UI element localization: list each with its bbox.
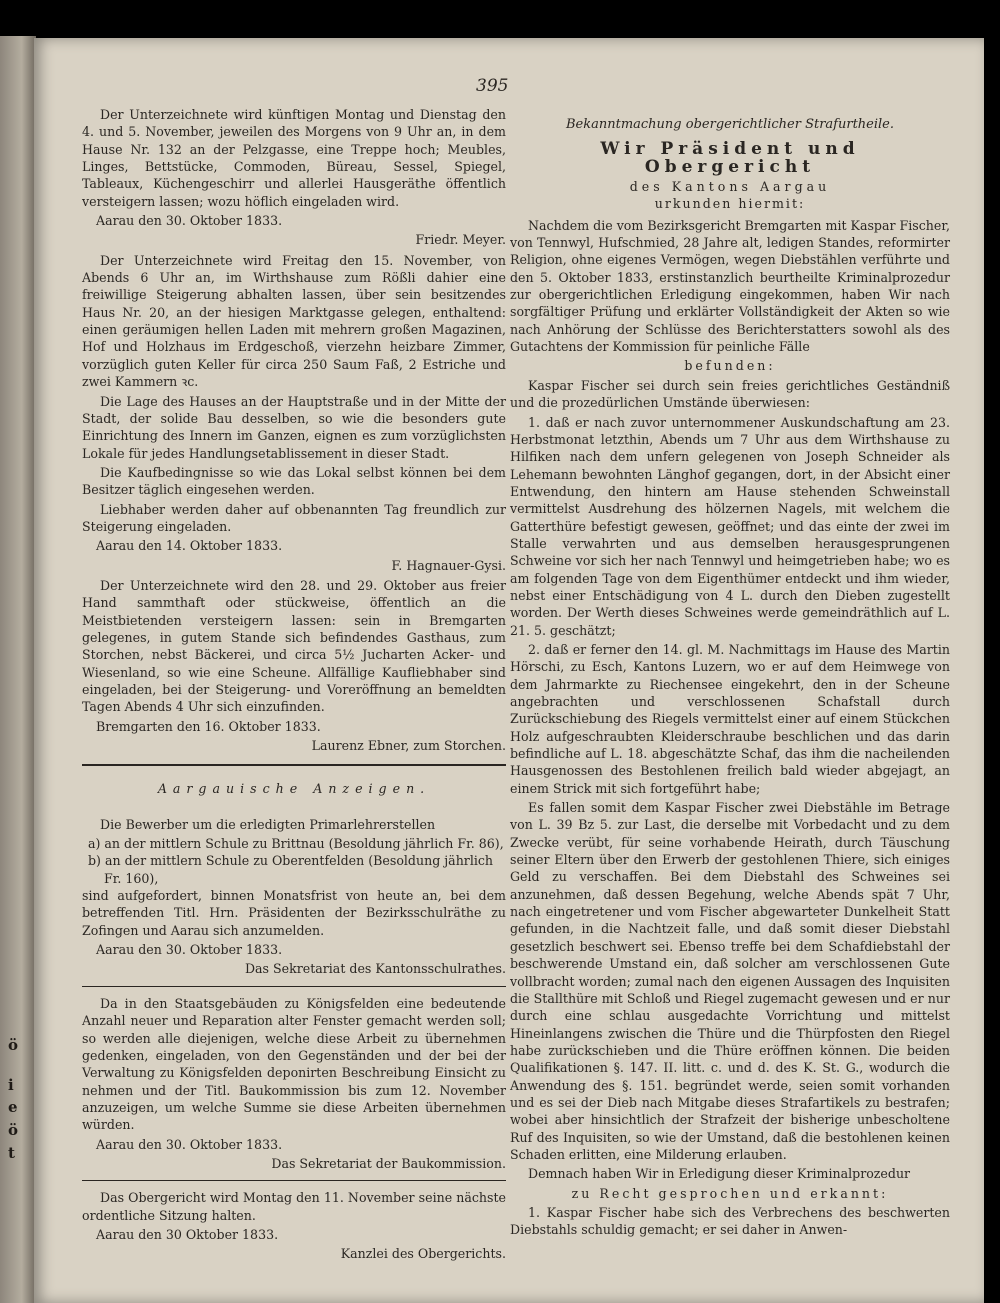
notice-text: Der Unterzeichnete wird Freitag den 15. November, von Abends 6 Uhr an, im Wirthshause zum Rößli dahier eine freiwillige Steigerung abhalten lassen, über sein besitzendes Haus Nr. 20, an der hiesigen Marktgasse gelegen, enthaltend: einen geräumigen hellen Laden mit mehrern großen Magazinen, Hof und Holzhaus im Erdgeschoß, vierzehn heizbare Zimmer, vorzüglich guten Keller für circa 250 Saum Faß, 2 Estriche und zwei Kammern ꝛc. [82, 252, 506, 390]
notice-place-date: Bremgarten den 16. Oktober 1833. [96, 718, 321, 734]
notice-text: Liebhaber werden daher auf obbenannten Tag freundlich zur Steigerung eingeladen. [82, 501, 506, 534]
notice-text: Der Unterzeichnete wird künftigen Montag und Dienstag den 4. und 5. November, jeweilen des Morgens von 9 Uhr an, in dem Hause Nr. 132 an der Pelzgasse, eine Treppe hoch; Meubles, Linges, Bettstücke, Commoden, Büreau, Sessel, Spiegel, Tableaux, Küchengeschirr und allerlei Hausgeräthe öffentlich versteigern lassen; wozu höflich eingeladen wird. [82, 107, 506, 209]
article-heading: Bekanntmachung obergerichtlicher Strafurtheile. [565, 117, 895, 132]
verdict-text: Nachdem die vom Bezirksgericht Bremgarten mit Kaspar Fischer, von Tennwyl, Hufschmied, 28 Jahre alt, ledigen Standes, reformirter Religion, ohne eigenes Vermögen, wegen Diebstählen verführte und den 5. Oktober 1833, erstinstanzlich beurtheilte Kriminalprozedur zur obergerichtlichen Erledigung eingekommen, haben Wir nach sorgfältiger Prüfung und erklärter Vollständigkeit der Akten so wie nach Anhörung der Schlüsse des Berichterstatters sowohl als des Gutachtens der Kommission für peinliche Fälle [510, 217, 950, 355]
notice-text: Die Bewerber um die erledigten Primarlehrerstellen [100, 816, 436, 832]
notice-auction-furniture [82, 106, 506, 249]
edge-glyph: ö [8, 1036, 19, 1054]
verdict-text: Kaspar Fischer sei durch sein freies gerichtliches Geständniß und die prozedürlichen Umstände überwiesen: [510, 377, 950, 411]
page-number: 395 [476, 76, 509, 96]
notice-court-session [82, 1189, 506, 1262]
notice-place-date: Aarau den 30. Oktober 1833. [96, 213, 283, 229]
notice-signature: Kanzlei des Obergerichts. [340, 1246, 506, 1262]
notice-text: sind aufgefordert, binnen Monatsfrist von heute an, bei dem betreffenden Titl. Hrn. Präsidenten der Bezirksschulräthe zu Zofingen und Aarau sich anzumelden. [82, 888, 506, 938]
verdict-text: Es fallen somit dem Kaspar Fischer zwei Diebstähle im Betrage von L. 39 Bz 5. zur Last, die derselbe mit Vorbedacht und zu dem Zwecke verübt, für seine vorhabende Heirath, durch Täuschung seiner Eltern über den Erwerb der gestohlenen Thiere, sich einiges Geld zu verschaffen. Bei dem Diebstahl des Schweines sei anzunehmen, daß dessen Begehung, welche Abends spät 7 Uhr, nach eingetretener und vom Fischer abgewarteter Dunkelheit Statt gefunden, in die Nachtzeit falle, und daß somit dieser Diebstahl gesetzlich beschwert sei. Ebenso treffe bei dem Schafdiebstahl der beschwerende Umstand ein, daß solcher am verschlossenen Gute vollbracht worden; zumal nach den eigenen Aussagen des Inquisiten die Stallthüre mit Schloß und Riegel zugemacht gewesen und er nur durch eine schlau ausgedachte Vorrichtung und mittelst Hineinlangens zwischen die Thüre und die Thürpfosten den Riegel habe zurückschieben und die Thüre eröffnen können. Die beiden Qualifikationen §. 147. II. litt. c. und d. des K. St. G., wodurch die Anwendung des §. 151. begründet werde, seien somit vorhanden und es sei der Dieb nach Mitgabe dieses Strafartikels zu bestrafen; wobei aber hinsichtlich der Strafzeit der bisherige unbescholtene Ruf des Inquisiten, so wie der Umstand, daß die bestohlenen keinen Schaden erlitten, eine Milderung erlauben. [510, 800, 950, 1162]
section-divider [82, 764, 506, 766]
notice-signature: F. Hagnauer-Gysi. [391, 557, 506, 573]
left-column [82, 106, 506, 1266]
notice-signature: Friedr. Meyer. [415, 232, 506, 248]
court-subheading: des Kantons Aargau [629, 179, 831, 195]
notice-place-date: Aarau den 14. Oktober 1833. [96, 538, 283, 554]
section-heading: Aargauische Anzeigen. [157, 781, 431, 797]
court-heading: Wir Präsident und Obergericht [600, 139, 860, 177]
previous-page-edge [0, 36, 36, 1303]
notice-place-date: Aarau den 30 Oktober 1833. [96, 1226, 279, 1242]
verdict-heading: befunden: [684, 358, 776, 374]
notice-house-auction [82, 252, 506, 574]
edge-glyph: e [8, 1098, 18, 1116]
notice-text: Die Kaufbedingnisse so wie das Lokal selbst können bei dem Besitzer täglich eingesehen werden. [82, 464, 506, 498]
notice-place-date: Aarau den 30. Oktober 1833. [96, 942, 283, 958]
notice-signature: Laurenz Ebner, zum Storchen. [311, 738, 506, 754]
right-column [510, 106, 950, 1241]
notice-signature: Das Sekretariat des Kantonsschulrathes. [244, 961, 506, 977]
verdict-text: 2. daß er ferner den 14. gl. M. Nachmittags im Hause des Martin Hörschi, zu Esch, Kantons Luzern, wo er auf dem Heimwege von dem Jahrmarkte zu Riechensee eingekehrt, den in der Scheune angebrachten und verschlossenen Schafstall durch Zurückschiebung des Riegels vermittelst einer auf einem Stückchen Holz aufgeschraubten Kleiderschraube beschlichen und das darin befindliche auf L. 18. abgeschätzte Schaf, das ihm die nacheilenden Hausgenossen des Bestohlenen freilich bald wieder abgejagt, an einem Strick mit sich fortgeführt habe; [510, 641, 950, 796]
notice-teacher-positions [82, 816, 506, 978]
notice-inn-auction [82, 577, 506, 754]
verdict-text: 1. daß er nach zuvor unternommener Auskundschaftung am 23. Herbstmonat letzthin, Abends um 7 Uhr aus dem Wirthshause zu Hilfiken nach dem unfern gelegenen von Joseph Schneider als Lehemann bewohnten Länghof gegangen, dort, in der Absicht einer Entwendung, den hintern am Hause stehenden Schweinstall vermittelst Ausdrehung des hölzernen Nagels, mit welchem die Gatterthüre befestigt gewesen, geöffnet; und das einte der zwei im Stalle verwahrten und aus demselben herausgesprungenen Schweine vor sich her nach Tennwyl und heimgetrieben habe; wo es am folgenden Tage von dem Eigenthümer entdeckt und ihm wieder, nebst einer Entschädigung von 4 L. durch den Dieben zugestellt worden. Der Werth dieses Schweines werde gemeindräthlich auf L. 21. 5. geschätzt; [510, 414, 950, 638]
notice-windows-tender [82, 995, 506, 1172]
list-item: a) an der mittlern Schule zu Brittnau (Besoldung jährlich Fr. 86), [88, 836, 504, 852]
edge-glyph: t [8, 1144, 15, 1162]
list-item: b) an der mittlern Schule zu Oberentfelden (Besoldung jährlich Fr. 160), [88, 853, 494, 886]
notice-text: Das Obergericht wird Montag den 11. November seine nächste ordentliche Sitzung halten. [82, 1190, 506, 1223]
notice-divider [82, 986, 506, 987]
newspaper-page [34, 38, 984, 1303]
notice-text: Die Lage des Hauses an der Hauptstraße und in der Mitte der Stadt, der solide Bau desselben, so wie die besonders gute Einrichtung des Innern im Ganzen, eignen es zum vorzüglichsten Lokale für jedes Handlungsetablissement in dieser Stadt. [82, 393, 506, 461]
edge-glyph: i [8, 1076, 14, 1094]
verdict-text: 1. Kaspar Fischer habe sich des Verbrechens des beschwerten Diebstahls schuldig gemacht; er sei daher in Anwen- [510, 1204, 950, 1238]
edge-glyph: ö [8, 1121, 19, 1139]
notice-place-date: Aarau den 30. Oktober 1833. [96, 1136, 283, 1152]
verdict-text: Demnach haben Wir in Erledigung dieser Kriminalprozedur [528, 1166, 911, 1182]
notice-text: Der Unterzeichnete wird den 28. und 29. Oktober aus freier Hand sammthaft oder stückweise, öffentlich an die Meistbietenden versteigern lassen: sein in Bremgarten gelegenes, in gutem Stande sich befindendes Gasthaus, zum Storchen, nebst Bäckerei, und circa 5½ Jucharten Acker- und Wiesenland, so wie eine Scheune. Allfällige Kaufliebhaber sind eingeladen, bei der Steigerung- und Voreröffnung an bemeldten Tagen Abends 4 Uhr sich einzufinden. [82, 577, 506, 715]
notice-signature: Das Sekretariat der Baukommission. [271, 1155, 506, 1171]
verdict-heading: zu Recht gesprochen und erkannt: [571, 1185, 889, 1201]
notice-text: Da in den Staatsgebäuden zu Königsfelden eine bedeutende Anzahl neuer und Reparation alter Fenster gemacht werden soll; so werden alle diejenigen, welche diese Arbeit zu übernehmen gedenken, eingeladen, von den Gegenständen und der bei der Verwaltung zu Königsfelden deponirten Beschreibung Einsicht zu nehmen und der Titl. Baukommission bis zum 12. November anzuzeigen, um welche Summe sie diese Arbeiten übernehmen würden. [82, 995, 506, 1133]
notice-divider [82, 1180, 506, 1181]
court-subheading: urkunden hiermit: [654, 196, 806, 212]
